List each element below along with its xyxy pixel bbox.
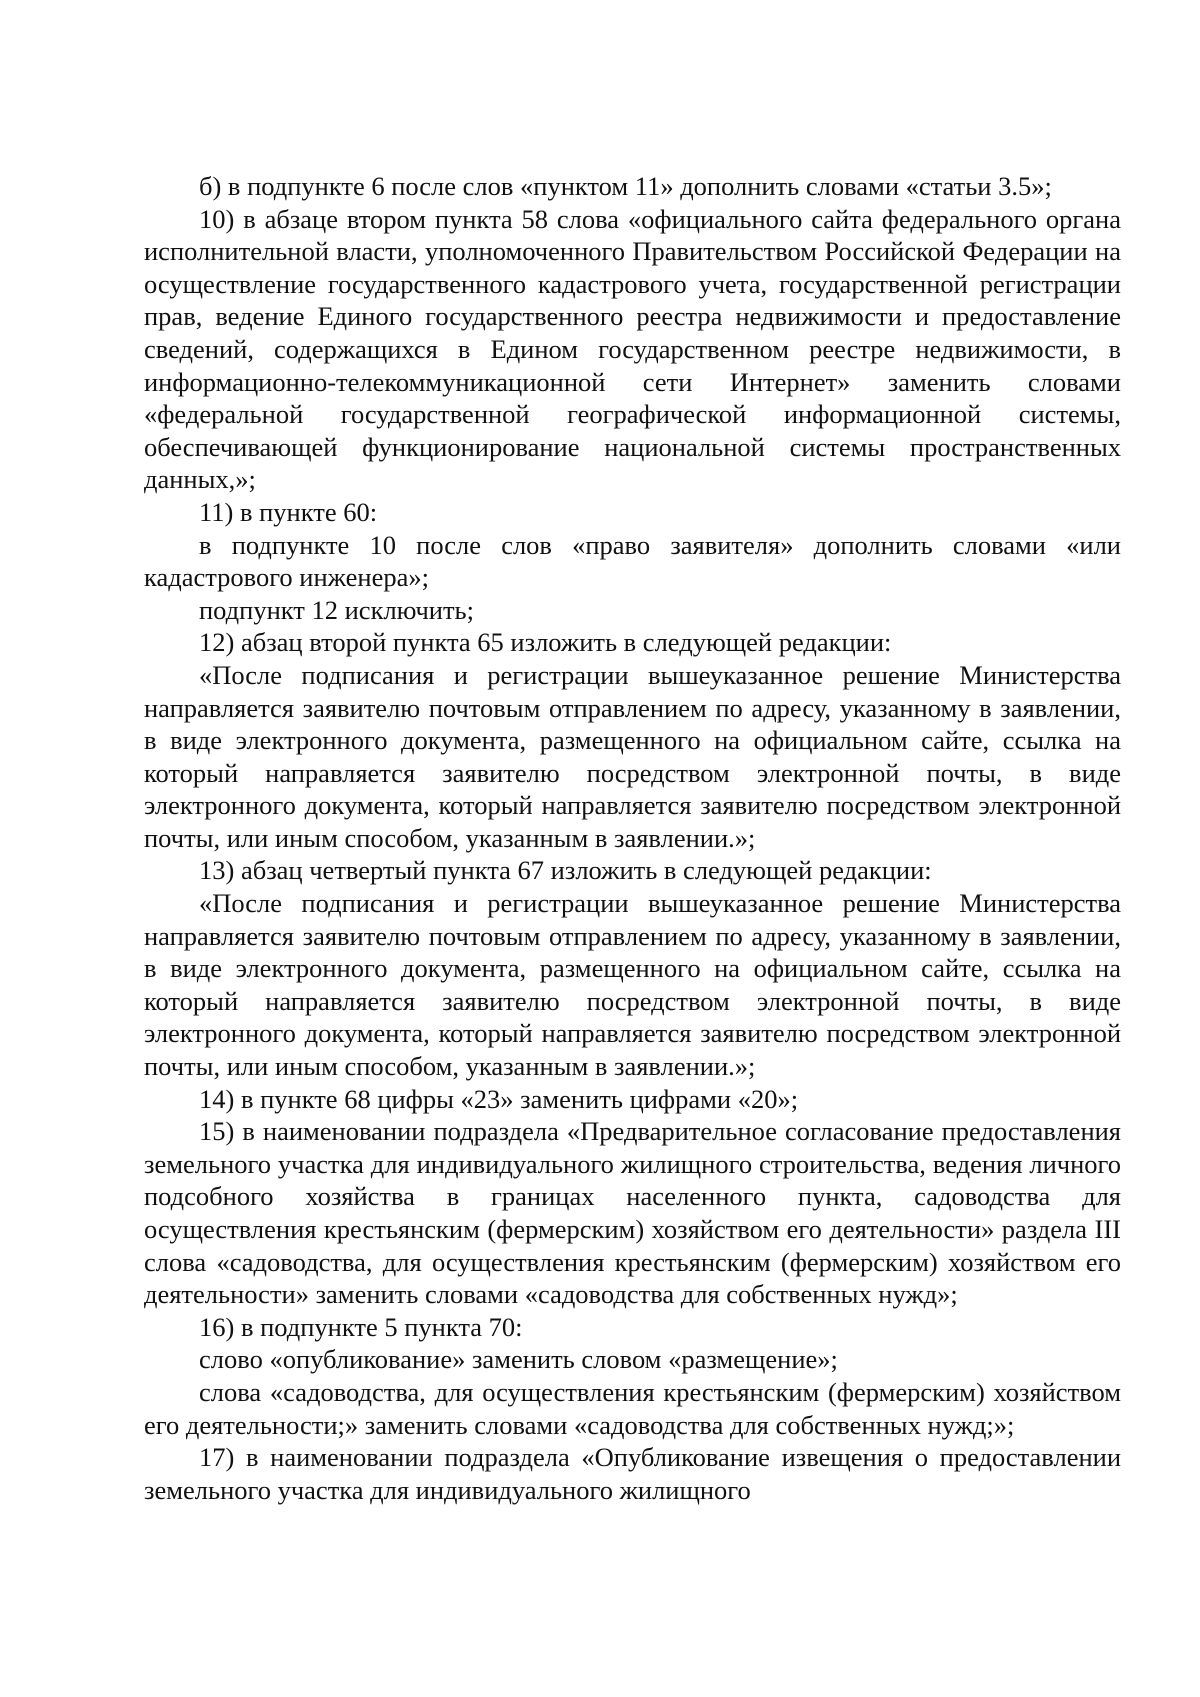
paragraph: «После подписания и регистрации вышеуказанное решение Министерства направляется заявителю почтовым отправлением по адресу, указанному в заявлении, в виде электронного документа, размещенного на официальном сайте, ссылка на который направляется заявителю посредством электронной почты, в виде электронного документа, который направляется заявителю посредством электронной почты, или иным способом, указанным в заявлении.»; xyxy=(144,888,1121,1082)
paragraph: б) в подпункте 6 после слов «пунктом 11» дополнить словами «статьи 3.5»; xyxy=(199,171,1052,201)
paragraph: 11) в пункте 60: xyxy=(199,496,378,527)
paragraph: 10) в абзаце втором пункта 58 слова «официального сайта федерального органа исполнительной власти, уполномоченного Правительством Российской Федерации на осуществление государственного кадастрового учета, государственной регистрации прав, ведение Единого государственного реестра недвижимости и предоставление сведений, содержащихся в Едином государственном реестре недвижимости, в информационно-телекоммуникационной сети Интернет» заменить словами «федеральной государственной географической информационной системы, обеспечивающей функционирование национальной системы пространственных данных,»; xyxy=(144,203,1121,495)
paragraph: 14) в пункте 68 цифры «23» заменить цифрами «20»; xyxy=(199,1083,799,1114)
paragraph: «После подписания и регистрации вышеуказанное решение Министерства направляется заявителю почтовым отправлением по адресу, указанному в заявлении, в виде электронного документа, размещенного на официальном сайте, ссылка на который направляется заявителю посредством электронной почты, в виде электронного документа, который направляется заявителю посредством электронной почты, или иным способом, указанным в заявлении.»; xyxy=(144,659,1121,853)
paragraph: 16) в подпункте 5 пункта 70: xyxy=(199,1311,523,1342)
paragraph: подпункт 12 исключить; xyxy=(199,594,474,625)
paragraph: слова «садоводства, для осуществления крестьянским (фермерским) хозяйством его деятельности;» заменить словами «садоводства для собственных нужд;»; xyxy=(144,1376,1121,1440)
paragraph: 13) абзац четвертый пункта 67 изложить в следующей редакции: xyxy=(199,855,932,886)
paragraph: 15) в наименовании подраздела «Предварительное согласование предоставления земельного участка для индивидуального жилищного строительства, ведения личного подсобного хозяйства в границах населенного пункта, садоводства для осуществления крестьянским (фермерским) хозяйством его деятельности» раздела III слова «садоводства, для осуществления крестьянским (фермерским) хозяйством его деятельности» заменить словами «садоводства для собственных нужд»; xyxy=(144,1116,1121,1310)
paragraph: в подпункте 10 после слов «право заявителя» дополнить словами «или кадастрового инженера»; xyxy=(144,529,1121,593)
document-page xyxy=(144,170,1121,1506)
paragraph: 12) абзац второй пункта 65 изложить в следующей редакции: xyxy=(199,627,892,658)
paragraph: слово «опубликование» заменить словом «размещение»; xyxy=(199,1344,838,1375)
paragraph: 17) в наименовании подраздела «Опубликование извещения о предоставлении земельного участка для индивидуального жилищного xyxy=(144,1442,1121,1505)
